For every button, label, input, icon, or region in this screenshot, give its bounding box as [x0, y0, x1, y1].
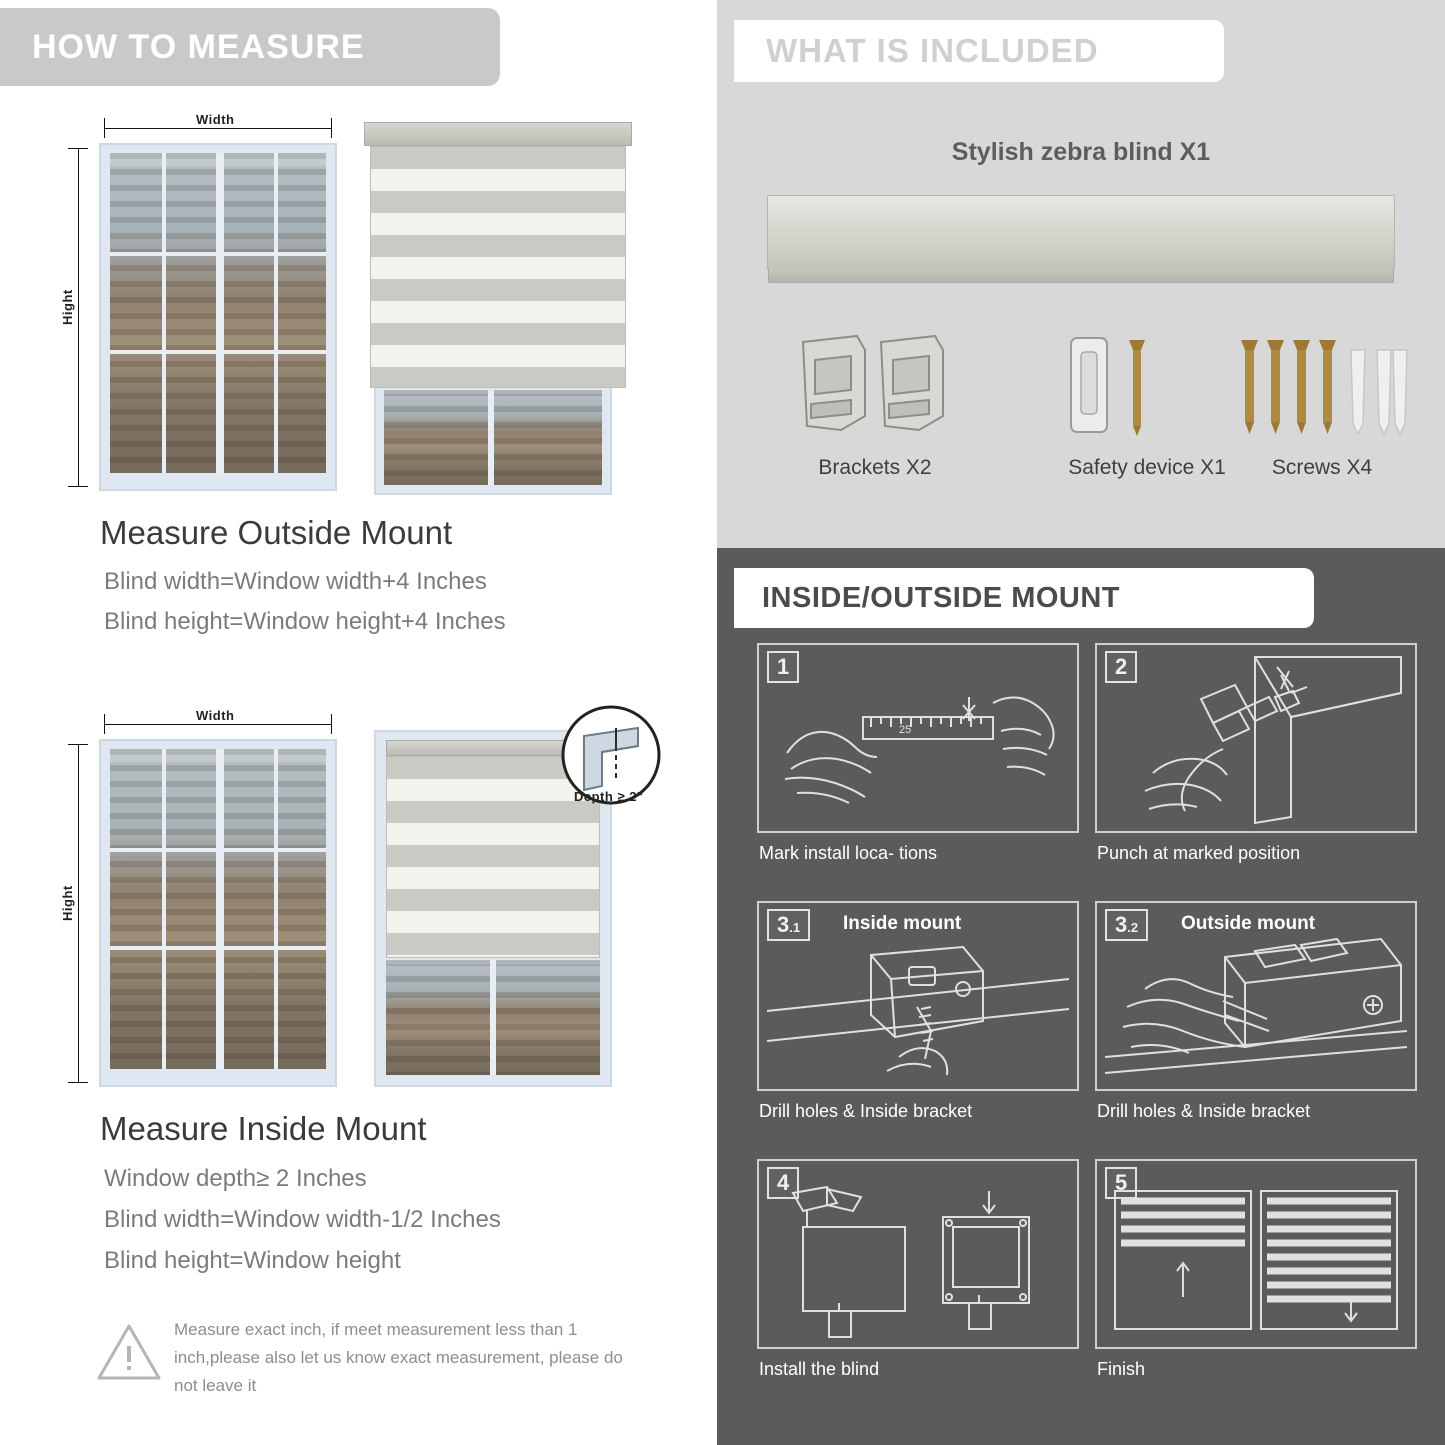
- step-5-caption: Finish: [1097, 1359, 1146, 1379]
- inside-width-label: Width: [196, 708, 235, 723]
- how-to-measure-header: [0, 8, 500, 86]
- step-1-illustration: [767, 683, 1069, 825]
- outside-window-rail-1: [110, 252, 326, 256]
- step-3-1-illustration: [767, 945, 1069, 1085]
- step-1: [757, 643, 1079, 878]
- what-is-included-panel: [717, 0, 1445, 548]
- inside-outside-mount-panel: [717, 548, 1445, 1445]
- warning-triangle-icon: [96, 1322, 162, 1382]
- step-1-number: 1: [767, 651, 799, 683]
- step-3-1: [757, 901, 1079, 1136]
- outside-blind-headrail: [364, 122, 632, 146]
- step-2-caption: Punch at marked position: [1097, 843, 1301, 863]
- inside-mount-line-3: Blind height=Window height: [104, 1247, 401, 1274]
- inside-outside-mount-header: [734, 568, 1314, 628]
- outside-blind-fabric: [370, 146, 626, 388]
- inside-depth-label: Depth ≥ 2": [574, 789, 644, 804]
- inside-width-arrow: [104, 724, 332, 725]
- outside-window-mullion-2: [274, 153, 278, 473]
- outside-window-mullion-center: [216, 153, 224, 473]
- inside-outside-mount-title: INSIDE/OUTSIDE MOUNT: [762, 581, 1121, 614]
- how-to-measure-title: HOW TO MEASURE: [32, 27, 365, 66]
- outside-width-tick-left: [104, 118, 105, 138]
- outside-height-label: Hight: [60, 289, 75, 325]
- part-label-brackets: Brackets X2: [818, 456, 932, 479]
- step-3-2-caption: Drill holes & Inside bracket: [1097, 1101, 1311, 1121]
- outside-mount-line-2: Blind height=Window height+4 Inches: [104, 608, 506, 635]
- inside-width-tick-left: [104, 714, 105, 734]
- safety-device-icon: [1057, 330, 1177, 440]
- outside-blind-window-mullion: [488, 390, 494, 485]
- step-5-illustration: [1111, 1187, 1401, 1337]
- inside-width-tick-right: [331, 714, 332, 734]
- inside-height-arrow: [78, 744, 79, 1082]
- step-3-1-number: 3.1: [767, 909, 810, 941]
- how-to-measure-panel: [0, 0, 712, 1445]
- step-3-2: [1095, 901, 1417, 1136]
- measure-warning-text: Measure exact inch, if meet measurement less than 1 inch,please also let us know exact measurement, please do not leave it: [174, 1320, 623, 1395]
- step-3-2-illustration: [1105, 935, 1407, 1085]
- inside-window-rail-2: [110, 946, 326, 950]
- outside-height-tick-bottom: [68, 486, 88, 487]
- screws-icon: [1235, 330, 1410, 440]
- inside-window-mullion-center: [216, 749, 224, 1069]
- part-label-screws: Screws X4: [1271, 456, 1373, 479]
- outside-height-tick-top: [68, 148, 88, 149]
- outside-window-mullion-1: [162, 153, 166, 473]
- step-3-2-inline-label: Outside mount: [1181, 913, 1316, 934]
- part-label-safety-device: Safety device X1: [1068, 456, 1226, 479]
- inside-height-tick-top: [68, 744, 88, 745]
- outside-mount-line-1: Blind width=Window width+4 Inches: [104, 568, 487, 595]
- inside-window-rail-1: [110, 848, 326, 852]
- step-4-illustration: [767, 1183, 1069, 1343]
- outside-width-tick-right: [331, 118, 332, 138]
- step-3-1-caption: Drill holes & Inside bracket: [759, 1101, 973, 1121]
- step-2-number: 2: [1105, 651, 1137, 683]
- step-5: [1095, 1159, 1417, 1394]
- step-2: [1095, 643, 1417, 878]
- what-is-included-header: [734, 20, 1224, 82]
- step-3-2-number: 3.2: [1105, 909, 1148, 941]
- inside-blind-window-mullion: [490, 960, 496, 1075]
- svg-text:25: 25: [899, 724, 912, 736]
- brackets-icon: [795, 330, 955, 440]
- outside-width-label: Width: [196, 112, 235, 127]
- what-is-included-title: WHAT IS INCLUDED: [766, 32, 1099, 69]
- step-3-1-inline-label: Inside mount: [843, 913, 962, 934]
- step-4: [757, 1159, 1079, 1394]
- outside-width-arrow: [104, 128, 332, 129]
- inside-window-mullion-2: [274, 749, 278, 1069]
- step-5-number: 5: [1105, 1167, 1137, 1199]
- step-4-caption: Install the blind: [759, 1359, 880, 1379]
- step-4-number: 4: [767, 1167, 799, 1199]
- outside-height-arrow: [78, 148, 79, 486]
- inside-window-mullion-1: [162, 749, 166, 1069]
- inside-mount-line-1: Window depth≥ 2 Inches: [104, 1165, 367, 1192]
- outside-window-rail-2: [110, 350, 326, 354]
- inside-mount-title: Measure Inside Mount: [100, 1110, 427, 1147]
- step-1-caption: Mark install loca- tions: [759, 843, 938, 863]
- product-blind-image: [767, 195, 1395, 270]
- step-2-illustration: [1105, 653, 1407, 828]
- outside-mount-title: Measure Outside Mount: [100, 514, 453, 551]
- inside-mount-line-2: Blind width=Window width-1/2 Inches: [104, 1206, 501, 1233]
- inside-height-label: Hight: [60, 885, 75, 921]
- inside-height-tick-bottom: [68, 1082, 88, 1083]
- product-name-label: Stylish zebra blind X1: [951, 138, 1211, 166]
